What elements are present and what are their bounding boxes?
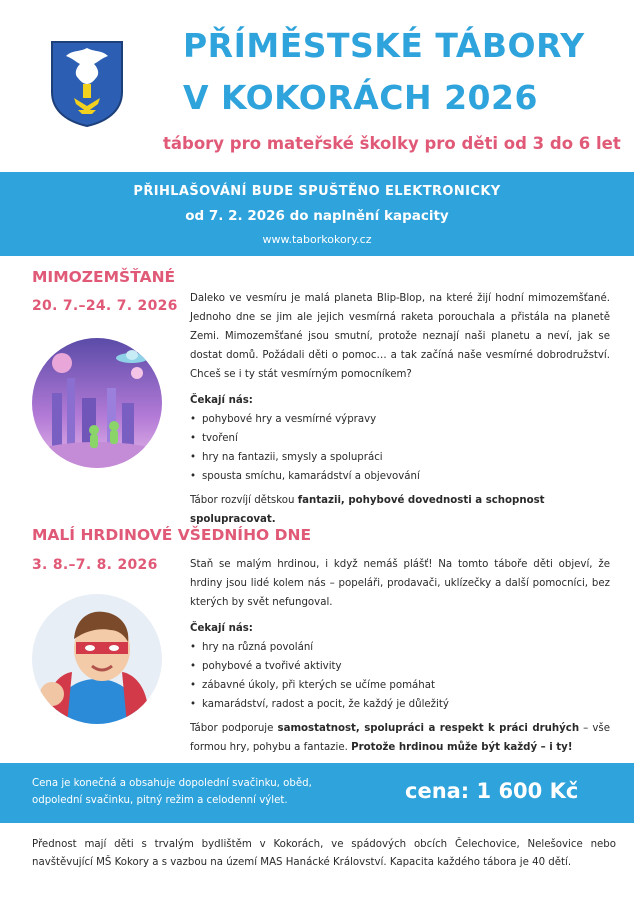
camp-description: Staň se malým hrdinou, i když nemáš plášť! Na tomto táboře děti objeví, že hrdiny jsou lidé kolem nás – popeláři, prodavači, uklízečky a další pomocníci, bez kterých by svět nefungoval. bbox=[190, 559, 610, 608]
closing-text: Tábor podporuje bbox=[190, 723, 278, 734]
registration-banner bbox=[0, 172, 634, 256]
waiting-heading: Čekají nás: bbox=[190, 395, 253, 406]
page-title-line1: PŘÍMĚSTSKÉ TÁBORY bbox=[183, 26, 585, 65]
activity-list bbox=[190, 638, 610, 714]
camp-description: Daleko ve vesmíru je malá planeta Blip-Blop, na které žijí hodní mimozemšťané. Jednoho dne se jim ale jejich vesmírná raketa porouchala a přistála na planetě Zemi. Mimozemšťané jsou smutní, protože neznají naši planetu a neví, jak se dostat domů. Požádali děti o pomoc… a tak začíná naše vesmírné dobrodružství. Chceš se i ty stát vesmírným pomocníkem? bbox=[190, 293, 610, 380]
footer-note: Přednost mají děti s trvalým bydlištěm v Kokorách, ve spádových obcích Čelechovice, Nelešovice nebo navštěvující MŠ Kokory a s vazbou na území MAS Hanácké Království. Kapacita každého tábora je 40 dětí. bbox=[32, 839, 616, 868]
closing-text: – vše formou hry, pohybu a fantazie. bbox=[190, 723, 610, 753]
price-value: cena: 1 600 Kč bbox=[405, 779, 579, 803]
website-link[interactable]: www.taborkokory.cz bbox=[262, 233, 372, 246]
list-item: • zábavné úkoly, při kterých se učíme pomáhat bbox=[190, 676, 610, 695]
closing-text: Tábor rozvíjí dětskou bbox=[190, 495, 298, 506]
list-item: • spousta smíchu, kamarádství a objevování bbox=[190, 467, 610, 486]
price-bar bbox=[0, 763, 634, 823]
list-item: • pohybové hry a vesmírné výpravy bbox=[190, 410, 610, 429]
camp-date: 20. 7.–24. 7. 2026 bbox=[32, 298, 178, 314]
camp-date: 3. 8.–7. 8. 2026 bbox=[32, 557, 158, 573]
closing-bold-text: samostatnost, spolupráci a respekt k práci druhých bbox=[277, 723, 580, 734]
camp-title: MALÍ HRDINOVÉ VŠEDNÍHO DNE bbox=[32, 526, 312, 544]
list-item: • hry na různá povolání bbox=[190, 638, 610, 657]
registration-dates: od 7. 2. 2026 do naplnění kapacity bbox=[185, 208, 449, 224]
closing-bold-text: fantazii, pohybové dovednosti a schopnost spolupracovat. bbox=[190, 495, 545, 525]
camp-description-block bbox=[190, 555, 610, 757]
list-item: • tvoření bbox=[190, 429, 610, 448]
list-item: • kamarádství, radost a pocit, že každý je důležitý bbox=[190, 695, 610, 714]
list-item: • pohybové a tvořivé aktivity bbox=[190, 657, 610, 676]
camp-closing bbox=[190, 491, 610, 529]
hero-child-photo bbox=[32, 594, 162, 724]
camp-title: MIMOZEMŠŤANÉ bbox=[32, 268, 176, 286]
camp-closing bbox=[190, 719, 610, 757]
registration-heading: PŘIHLAŠOVÁNÍ BUDE SPUŠTĚNO ELEKTRONICKY bbox=[133, 184, 501, 199]
waiting-heading: Čekají nás: bbox=[190, 623, 253, 634]
price-note: Cena je konečná a obsahuje dopolední svačinku, oběd, odpolední svačinku, pitný režim a celodenní výlet. bbox=[32, 778, 312, 806]
activity-list bbox=[190, 410, 610, 486]
space-illustration bbox=[32, 338, 162, 468]
coat-of-arms-icon bbox=[50, 40, 124, 128]
page-subtitle: tábory pro mateřské školky pro děti od 3 do 6 let bbox=[163, 134, 621, 153]
page-title-line2: V KOKORÁCH 2026 bbox=[183, 78, 538, 117]
camp-description-block bbox=[190, 289, 610, 529]
closing-bold-text: Protože hrdinou může být každý – i ty! bbox=[351, 742, 573, 753]
list-item: • hry na fantazii, smysly a spolupráci bbox=[190, 448, 610, 467]
